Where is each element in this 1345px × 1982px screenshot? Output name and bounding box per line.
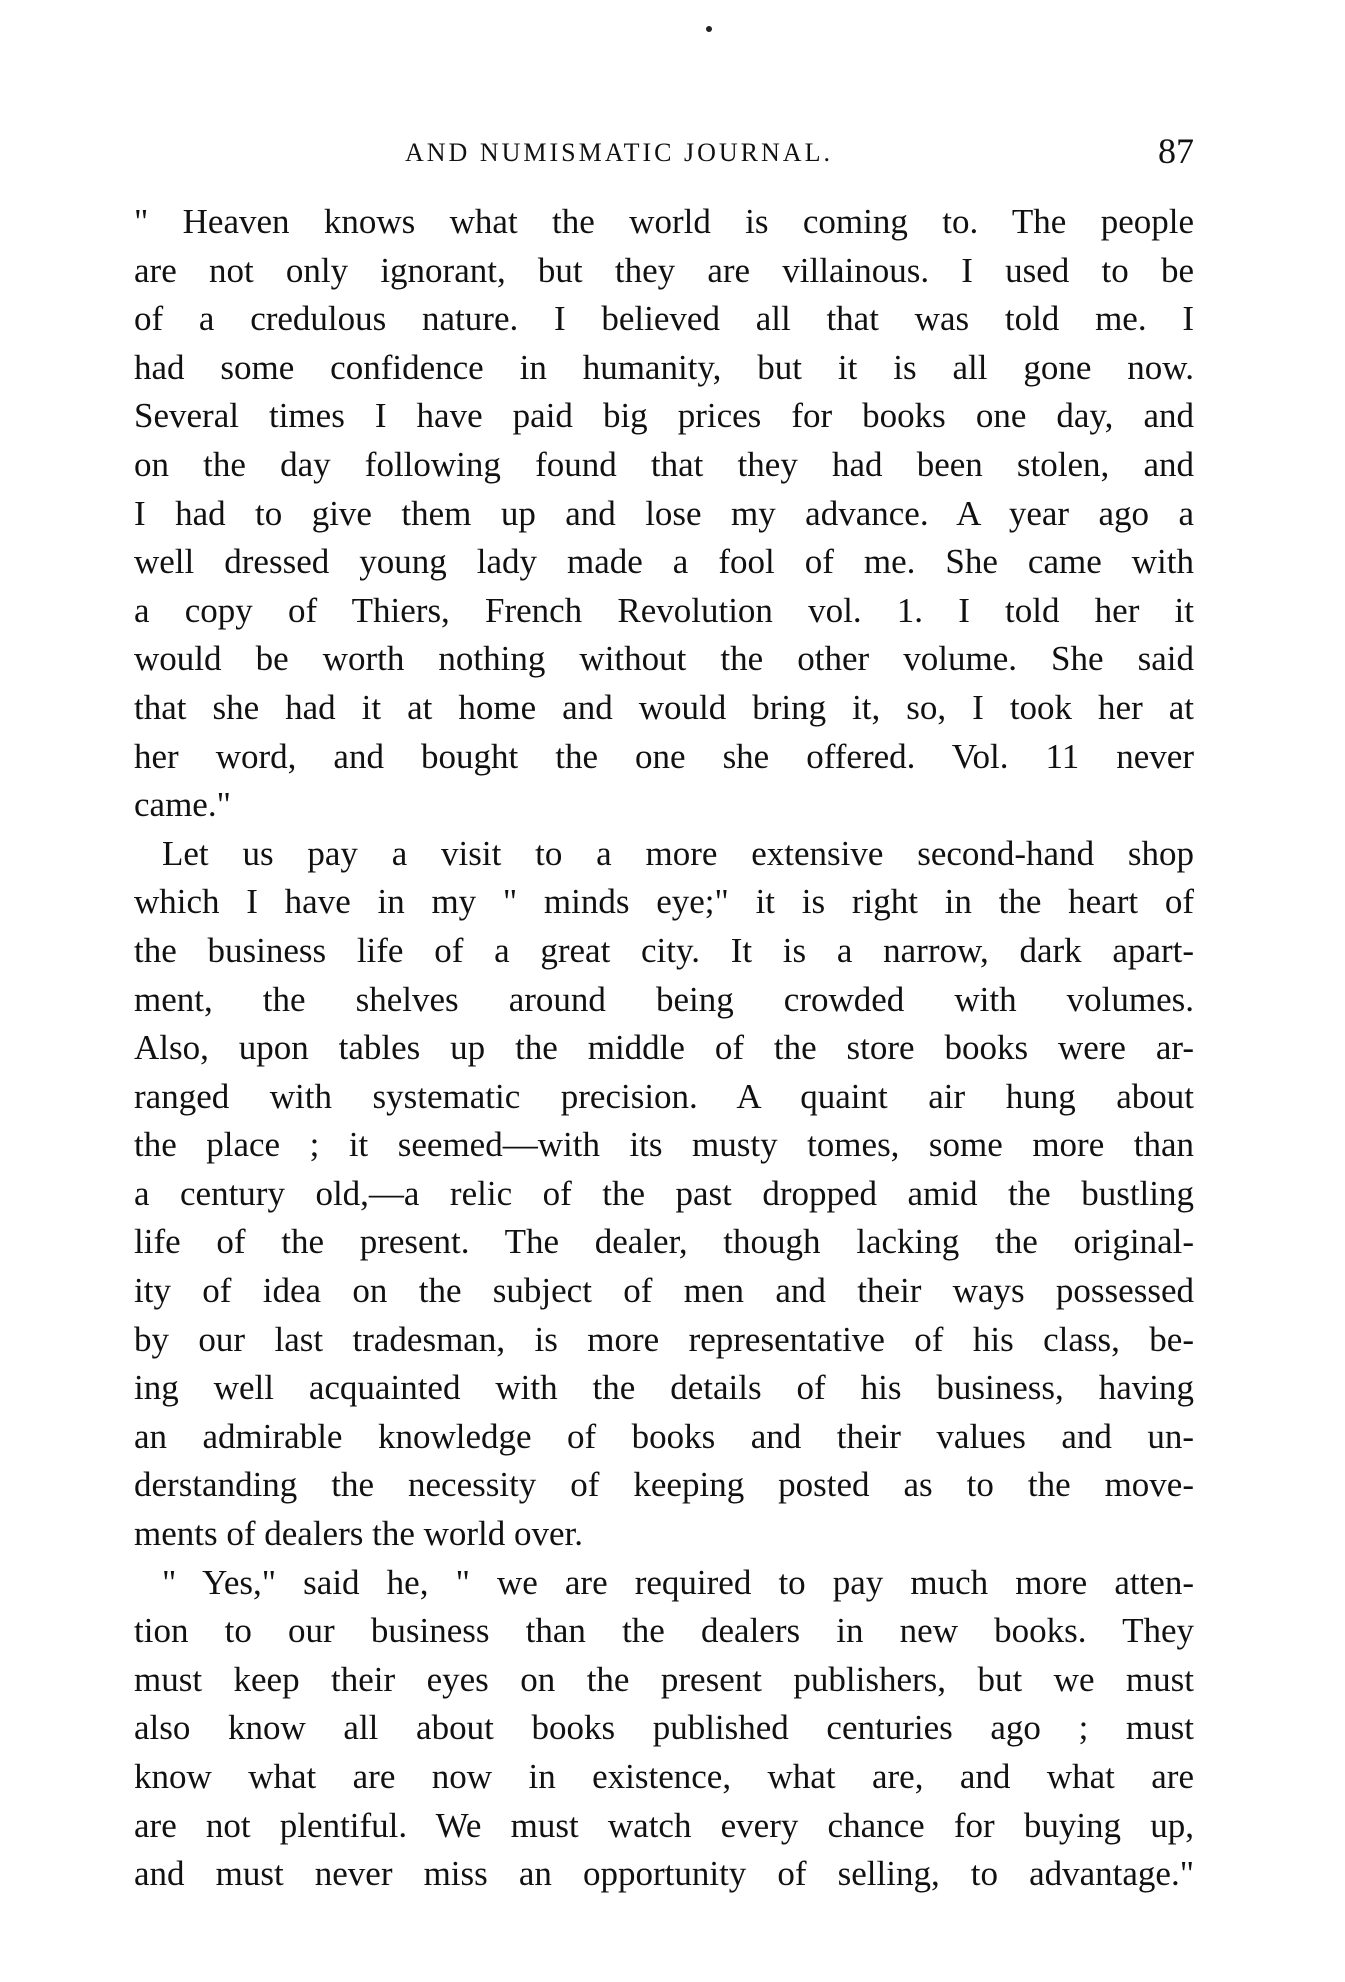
text-line: I had to give them up and lose my advance. A year ago a xyxy=(134,493,1194,533)
text-line: by our last tradesman, is more representative of his class, be- xyxy=(134,1319,1194,1359)
text-line: are not plentiful. We must watch every chance for buying up, xyxy=(134,1805,1194,1845)
text-line: and must never miss an opportunity of selling, to advantage." xyxy=(134,1854,1194,1894)
text-line: know what are now in existence, what are, and what are xyxy=(134,1757,1194,1796)
text-line: ments of dealers the world over. xyxy=(134,1514,584,1554)
text-line: a century old,—a relic of the past dropped amid the bustling xyxy=(134,1173,1194,1213)
text-line: " Yes," said he, " we are required to pay much more atten- xyxy=(162,1562,1194,1602)
text-line: which I have in my " minds eye;" it is right in the heart of xyxy=(134,882,1194,922)
body-text xyxy=(134,198,1194,1899)
text-line: are not only ignorant, but they are villainous. I used to be xyxy=(134,250,1194,290)
text-line: well dressed young lady made a fool of me. She came with xyxy=(134,542,1194,582)
text-line: ment, the shelves around being crowded with volumes. xyxy=(134,979,1194,1019)
text-line: tion to our business than the dealers in new books. They xyxy=(134,1611,1194,1651)
paragraph-2 xyxy=(134,830,1194,1559)
text-line: of a credulous nature. I believed all that was told me. I xyxy=(134,299,1194,339)
text-line: a copy of Thiers, French Revolution vol. 1. I told her it xyxy=(134,590,1194,630)
text-line: ranged with systematic precision. A quaint air hung about xyxy=(134,1076,1194,1116)
text-line: ing well acquainted with the details of his business, having xyxy=(134,1368,1194,1408)
text-line: also know all about books published centuries ago ; must xyxy=(134,1708,1194,1748)
text-line: Also, upon tables up the middle of the store books were ar- xyxy=(134,1028,1194,1068)
text-line: must keep their eyes on the present publishers, but we must xyxy=(134,1659,1194,1699)
text-line: the business life of a great city. It is a narrow, dark apart- xyxy=(134,930,1194,970)
text-line: derstanding the necessity of keeping posted as to the move- xyxy=(134,1465,1194,1505)
text-line: that she had it at home and would bring it, so, I took her at xyxy=(134,687,1194,727)
page-header xyxy=(134,131,1194,178)
text-line: came." xyxy=(134,785,231,825)
page-number: 87 xyxy=(1158,131,1194,171)
text-line: an admirable knowledge of books and their values and un- xyxy=(134,1416,1194,1456)
text-line: ity of idea on the subject of men and their ways possessed xyxy=(134,1271,1194,1311)
text-line: Several times I have paid big prices for books one day, and xyxy=(134,396,1194,436)
paragraph-3 xyxy=(134,1559,1194,1899)
text-line: would be worth nothing without the other volume. She said xyxy=(134,639,1194,679)
running-head: AND NUMISMATIC JOURNAL. xyxy=(405,138,833,167)
text-line: life of the present. The dealer, though lacking the original- xyxy=(134,1222,1194,1262)
text-line: " Heaven knows what the world is coming to. The people xyxy=(134,202,1194,241)
text-line: her word, and bought the one she offered. Vol. 11 never xyxy=(134,736,1194,776)
ink-speck xyxy=(706,26,712,32)
text-line: Let us pay a visit to a more extensive second-hand shop xyxy=(162,833,1194,873)
text-line: had some confidence in humanity, but it is all gone now. xyxy=(134,347,1194,387)
text-line: on the day following found that they had been stolen, and xyxy=(134,444,1194,484)
paragraph-1 xyxy=(134,198,1194,830)
text-line: the place ; it seemed—with its musty tomes, some more than xyxy=(134,1125,1194,1165)
